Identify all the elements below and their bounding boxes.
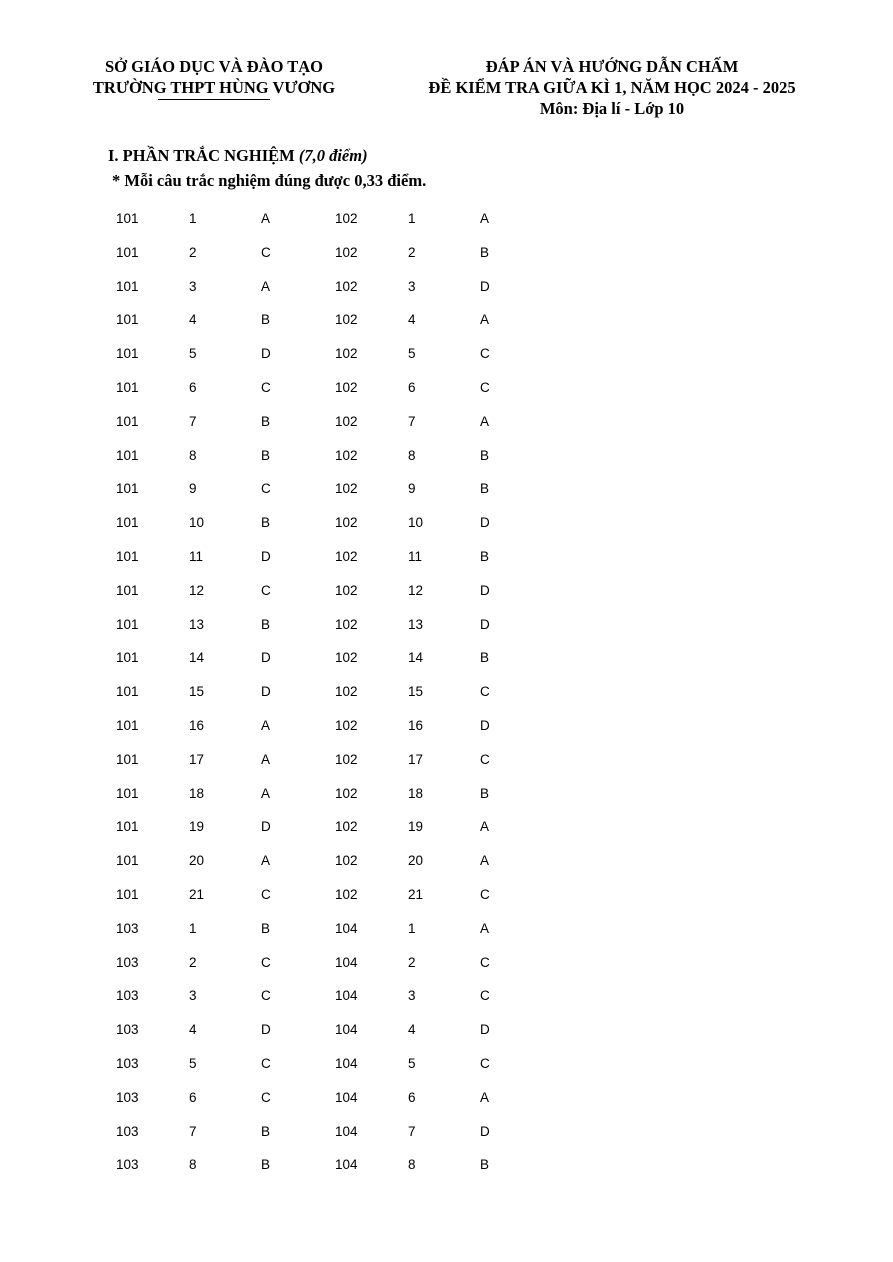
document-header	[388, 56, 836, 119]
answer-b: B	[480, 650, 490, 666]
question-number-b: 17	[408, 751, 424, 767]
exam-code-a: 101	[116, 819, 139, 835]
answer-b: B	[480, 481, 490, 497]
answer-row	[0, 278, 893, 312]
exam-code-a: 101	[116, 481, 139, 497]
question-number-b: 12	[408, 582, 424, 598]
answer-a: D	[261, 548, 271, 564]
answer-row	[0, 616, 893, 650]
exam-code-a: 101	[116, 751, 139, 767]
question-number-b: 8	[408, 447, 416, 463]
exam-code-b: 102	[335, 650, 358, 666]
answer-row	[0, 379, 893, 413]
exam-code-b: 102	[335, 346, 358, 362]
question-number-a: 6	[189, 379, 197, 395]
question-number-a: 5	[189, 1055, 197, 1071]
question-number-a: 12	[189, 582, 205, 598]
exam-code-a: 101	[116, 650, 139, 666]
exam-code-a: 101	[116, 616, 139, 632]
answer-b: D	[480, 278, 490, 294]
exam-code-a: 103	[116, 1157, 139, 1173]
answer-row	[0, 717, 893, 751]
question-number-b: 2	[408, 954, 416, 970]
answer-row	[0, 1089, 893, 1123]
answer-row	[0, 920, 893, 954]
exam-code-a: 101	[116, 413, 139, 429]
exam-code-b: 102	[335, 481, 358, 497]
exam-code-b: 102	[335, 785, 358, 801]
question-number-a: 3	[189, 988, 197, 1004]
answer-b: A	[480, 1089, 490, 1105]
exam-code-b: 102	[335, 717, 358, 733]
question-number-a: 4	[189, 312, 197, 328]
answer-a: A	[261, 717, 271, 733]
answer-a: B	[261, 413, 271, 429]
exam-code-b: 102	[335, 244, 358, 260]
exam-code-b: 102	[335, 515, 358, 531]
answer-a: A	[261, 751, 271, 767]
answer-b: B	[480, 785, 490, 801]
answer-row	[0, 852, 893, 886]
answer-b: A	[480, 413, 490, 429]
answer-a: C	[261, 1089, 271, 1105]
question-number-b: 20	[408, 853, 424, 869]
answer-a: C	[261, 379, 271, 395]
question-number-b: 13	[408, 616, 424, 632]
exam-title: ĐỀ KIỂM TRA GIỮA KÌ 1, NĂM HỌC 2024 - 2025	[428, 78, 796, 97]
answer-row	[0, 987, 893, 1021]
exam-code-a: 101	[116, 684, 139, 700]
department-name: SỞ GIÁO DỤC VÀ ĐÀO TẠO	[104, 57, 324, 76]
question-number-b: 7	[408, 1123, 416, 1139]
answer-row	[0, 751, 893, 785]
question-number-b: 18	[408, 785, 424, 801]
exam-code-a: 101	[116, 278, 139, 294]
answer-a: D	[261, 819, 271, 835]
section-heading	[108, 145, 368, 167]
exam-code-a: 101	[116, 211, 139, 226]
school-name: TRƯỜNG THPT HÙNG VƯƠNG	[92, 78, 336, 97]
question-number-a: 19	[189, 819, 205, 835]
exam-code-b: 104	[335, 1055, 358, 1071]
school-header	[58, 56, 370, 100]
exam-code-b: 102	[335, 413, 358, 429]
question-number-a: 1	[189, 211, 197, 226]
answer-a: C	[261, 886, 271, 902]
section-title: I. PHẦN TRẮC NGHIỆM	[108, 146, 295, 165]
question-number-b: 2	[408, 244, 416, 260]
question-number-a: 6	[189, 1089, 197, 1105]
question-number-b: 9	[408, 481, 416, 497]
exam-code-a: 103	[116, 954, 139, 970]
answer-row	[0, 649, 893, 683]
scoring-note: * Mỗi câu trắc nghiệm đúng được 0,33 điểm.	[112, 171, 427, 190]
question-number-b: 10	[408, 515, 424, 531]
question-number-b: 15	[408, 684, 424, 700]
question-number-b: 5	[408, 346, 416, 362]
exam-code-b: 104	[335, 920, 358, 936]
header-underline	[158, 99, 270, 100]
answer-b: D	[480, 582, 490, 598]
section-points: (7,0 điểm)	[298, 146, 368, 165]
question-number-b: 19	[408, 819, 424, 835]
exam-code-a: 101	[116, 853, 139, 869]
answer-row	[0, 1055, 893, 1089]
exam-code-b: 102	[335, 684, 358, 700]
exam-code-a: 101	[116, 346, 139, 362]
answer-b: C	[480, 988, 490, 1004]
answer-row	[0, 818, 893, 852]
answer-a: C	[261, 988, 271, 1004]
exam-code-b: 102	[335, 312, 358, 328]
answer-a: A	[261, 785, 271, 801]
exam-code-a: 103	[116, 1123, 139, 1139]
exam-code-a: 103	[116, 920, 139, 936]
exam-code-b: 102	[335, 853, 358, 869]
exam-code-a: 103	[116, 1022, 139, 1038]
exam-code-a: 101	[116, 548, 139, 564]
question-number-b: 8	[408, 1157, 416, 1173]
answer-b: C	[480, 684, 490, 700]
answer-b: C	[480, 379, 490, 395]
exam-code-a: 101	[116, 515, 139, 531]
answer-row	[0, 447, 893, 481]
question-number-a: 7	[189, 413, 197, 429]
question-number-a: 14	[189, 650, 205, 666]
exam-code-b: 102	[335, 616, 358, 632]
answer-row	[0, 1021, 893, 1055]
question-number-a: 8	[189, 447, 197, 463]
answer-a: C	[261, 582, 271, 598]
answer-b: B	[480, 244, 490, 260]
exam-code-b: 102	[335, 379, 358, 395]
question-number-a: 15	[189, 684, 205, 700]
answer-a: C	[261, 954, 271, 970]
question-number-b: 21	[408, 886, 424, 902]
answer-row	[0, 345, 893, 379]
exam-code-b: 102	[335, 582, 358, 598]
question-number-b: 14	[408, 650, 424, 666]
question-number-b: 16	[408, 717, 424, 733]
question-number-a: 21	[189, 886, 205, 902]
exam-code-b: 102	[335, 278, 358, 294]
answer-a: B	[261, 312, 271, 328]
question-number-a: 18	[189, 785, 205, 801]
answer-a: D	[261, 1022, 271, 1038]
question-number-a: 8	[189, 1157, 197, 1173]
answer-b: D	[480, 1022, 490, 1038]
exam-code-a: 101	[116, 582, 139, 598]
question-number-b: 1	[408, 211, 416, 226]
question-number-b: 4	[408, 1022, 416, 1038]
exam-code-a: 103	[116, 1055, 139, 1071]
exam-code-a: 101	[116, 886, 139, 902]
answer-b: C	[480, 751, 490, 767]
answer-row	[0, 311, 893, 345]
answer-row	[0, 480, 893, 514]
exam-code-b: 102	[335, 447, 358, 463]
question-number-b: 1	[408, 920, 416, 936]
exam-code-a: 103	[116, 988, 139, 1004]
exam-code-b: 104	[335, 988, 358, 1004]
answer-a: C	[261, 1055, 271, 1071]
question-number-a: 10	[189, 515, 205, 531]
exam-code-b: 102	[335, 751, 358, 767]
answer-b: C	[480, 346, 490, 362]
answer-b: D	[480, 616, 490, 632]
answer-a: D	[261, 684, 271, 700]
question-number-b: 5	[408, 1055, 416, 1071]
answer-b: D	[480, 1123, 490, 1139]
question-number-b: 6	[408, 1089, 416, 1105]
question-number-a: 1	[189, 920, 197, 936]
answer-b: D	[480, 515, 490, 531]
answer-row	[0, 244, 893, 278]
exam-code-a: 101	[116, 717, 139, 733]
answer-row	[0, 514, 893, 548]
answer-a: A	[261, 853, 271, 869]
question-number-a: 9	[189, 481, 197, 497]
answer-b: A	[480, 819, 490, 835]
exam-code-b: 104	[335, 1089, 358, 1105]
answer-a: C	[261, 244, 271, 260]
answer-a: B	[261, 447, 271, 463]
exam-code-b: 102	[335, 886, 358, 902]
answer-a: A	[261, 211, 271, 226]
answer-row	[0, 954, 893, 988]
question-number-a: 2	[189, 244, 197, 260]
question-number-a: 3	[189, 278, 197, 294]
answer-b: A	[480, 920, 490, 936]
exam-code-a: 101	[116, 379, 139, 395]
exam-code-a: 101	[116, 785, 139, 801]
question-number-b: 11	[408, 548, 423, 564]
question-number-b: 3	[408, 988, 416, 1004]
exam-code-a: 101	[116, 447, 139, 463]
exam-code-a: 101	[116, 244, 139, 260]
answer-b: C	[480, 1055, 490, 1071]
answer-b: B	[480, 1157, 490, 1173]
question-number-b: 3	[408, 278, 416, 294]
answer-b: C	[480, 886, 490, 902]
answer-b: B	[480, 447, 490, 463]
answer-row	[0, 886, 893, 920]
answer-a: B	[261, 1157, 271, 1173]
question-number-b: 4	[408, 312, 416, 328]
exam-code-b: 104	[335, 1022, 358, 1038]
answer-b: B	[480, 548, 490, 564]
answer-row	[0, 548, 893, 582]
question-number-b: 6	[408, 379, 416, 395]
question-number-a: 11	[189, 548, 204, 564]
answer-row	[0, 210, 893, 244]
exam-code-b: 102	[335, 819, 358, 835]
question-number-a: 5	[189, 346, 197, 362]
answer-a: B	[261, 1123, 271, 1139]
question-number-a: 7	[189, 1123, 197, 1139]
answer-row	[0, 1123, 893, 1157]
exam-code-b: 102	[335, 548, 358, 564]
answer-row	[0, 413, 893, 447]
answer-b: A	[480, 211, 490, 226]
answer-b: A	[480, 853, 490, 869]
question-number-b: 7	[408, 413, 416, 429]
exam-code-b: 104	[335, 954, 358, 970]
document-title: ĐÁP ÁN VÀ HƯỚNG DẪN CHẤM	[485, 57, 739, 76]
subject-line: Môn: Địa lí - Lớp 10	[539, 99, 685, 118]
exam-code-b: 102	[335, 211, 358, 226]
question-number-a: 16	[189, 717, 205, 733]
question-number-a: 13	[189, 616, 205, 632]
answer-a: B	[261, 515, 271, 531]
answer-a: B	[261, 616, 271, 632]
answer-row	[0, 683, 893, 717]
answer-b: C	[480, 954, 490, 970]
answer-row	[0, 785, 893, 819]
question-number-a: 17	[189, 751, 205, 767]
answer-a: B	[261, 920, 271, 936]
question-number-a: 20	[189, 853, 205, 869]
question-number-a: 2	[189, 954, 197, 970]
answer-b: A	[480, 312, 490, 328]
exam-code-a: 103	[116, 1089, 139, 1105]
exam-code-a: 101	[116, 312, 139, 328]
answer-table	[0, 210, 893, 1190]
answer-a: D	[261, 650, 271, 666]
answer-row	[0, 1156, 893, 1190]
answer-a: C	[261, 481, 271, 497]
answer-a: A	[261, 278, 271, 294]
exam-code-b: 104	[335, 1123, 358, 1139]
exam-code-b: 104	[335, 1157, 358, 1173]
question-number-a: 4	[189, 1022, 197, 1038]
answer-row	[0, 582, 893, 616]
answer-a: D	[261, 346, 271, 362]
answer-b: D	[480, 717, 490, 733]
